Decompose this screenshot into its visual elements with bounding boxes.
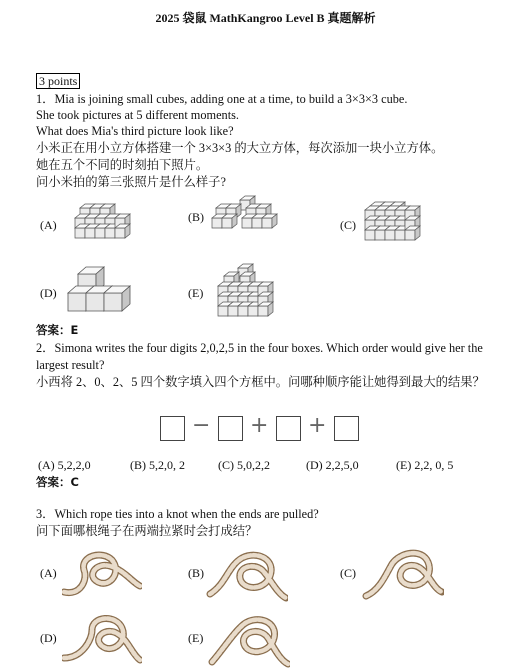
q1-figure-c[interactable] (360, 196, 428, 252)
q1-figure-a[interactable] (68, 194, 138, 250)
q3-rope-b[interactable] (206, 544, 288, 604)
plus-operator-1: + (250, 413, 269, 438)
q3-text-zh: 问下面哪根绳子在两端拉紧时会打成结？ (36, 524, 258, 538)
q1-text-en-2: She took pictures at 5 different moments. (36, 108, 239, 122)
q3-text-en: 3．Which rope ties into a knot when the ends are pulled? (36, 507, 319, 521)
plus-operator-2: + (308, 413, 327, 438)
q3-rope-e[interactable] (208, 608, 290, 670)
q1-option-d-label: (D) (40, 286, 57, 300)
q1-text-zh-1: 小米正在用小立方体搭建一个 3×3×3 的大立方体，每次添加一块小立方体。 (36, 141, 444, 155)
q1-option-e-label: (E) (188, 286, 204, 300)
q1-answer: 答案：E (36, 323, 79, 337)
page-title: 2025 袋鼠 MathKangroo Level B 真题解析 (155, 11, 376, 25)
digit-box-4[interactable] (334, 416, 359, 441)
q1-text-en-1: 1．Mia is joining small cubes, adding one at a time, to build a 3×3×3 cube. (36, 92, 408, 106)
q1-option-c-label: (C) (340, 218, 356, 232)
q3-rope-a[interactable] (62, 546, 142, 602)
q2-text-zh: 小西将 2、0、2、5 四个数字填入四个方框中。问哪种顺序能让她得到最大的结果？ (36, 375, 485, 389)
q1-figure-e[interactable] (212, 262, 278, 320)
points-badge: 3 points (36, 73, 80, 89)
q1-option-b-label: (B) (188, 210, 204, 224)
q1-option-a-label: (A) (40, 218, 57, 232)
q2-option-e[interactable]: (E) 2,2, 0, 5 (396, 458, 454, 472)
q1-text-zh-3: 问小米拍的第三张照片是什么样子? (36, 175, 226, 189)
q2-option-b[interactable]: (B) 5,2,0, 2 (130, 458, 185, 472)
q2-option-d[interactable]: (D) 2,2,5,0 (306, 458, 359, 472)
digit-box-1[interactable] (160, 416, 185, 441)
q1-text-zh-2: 她在五个不同的时刻拍下照片。 (36, 158, 209, 172)
q2-answer: 答案：C (36, 475, 79, 489)
q3-option-c-label: (C) (340, 566, 356, 580)
q2-option-c[interactable]: (C) 5,0,2,2 (218, 458, 270, 472)
q2-option-a[interactable]: (A) 5,2,2,0 (38, 458, 91, 472)
q3-rope-c[interactable] (362, 544, 444, 604)
q2-text-en: 2．Simona writes the four digits 2,0,2,5 in the four boxes. Which order would give her the largest result? (36, 341, 483, 372)
q3-rope-d[interactable] (62, 610, 142, 670)
q3-option-d-label: (D) (40, 631, 57, 645)
q3-option-e-label: (E) (188, 631, 204, 645)
digit-box-3[interactable] (276, 416, 301, 441)
q1-figure-b[interactable] (210, 190, 282, 236)
q3-option-b-label: (B) (188, 566, 204, 580)
q3-option-a-label: (A) (40, 566, 57, 580)
q1-figure-d[interactable] (64, 266, 134, 322)
minus-operator: − (192, 413, 211, 438)
q1-text-en-3: What does Mia's third picture look like? (36, 124, 234, 138)
digit-box-2[interactable] (218, 416, 243, 441)
